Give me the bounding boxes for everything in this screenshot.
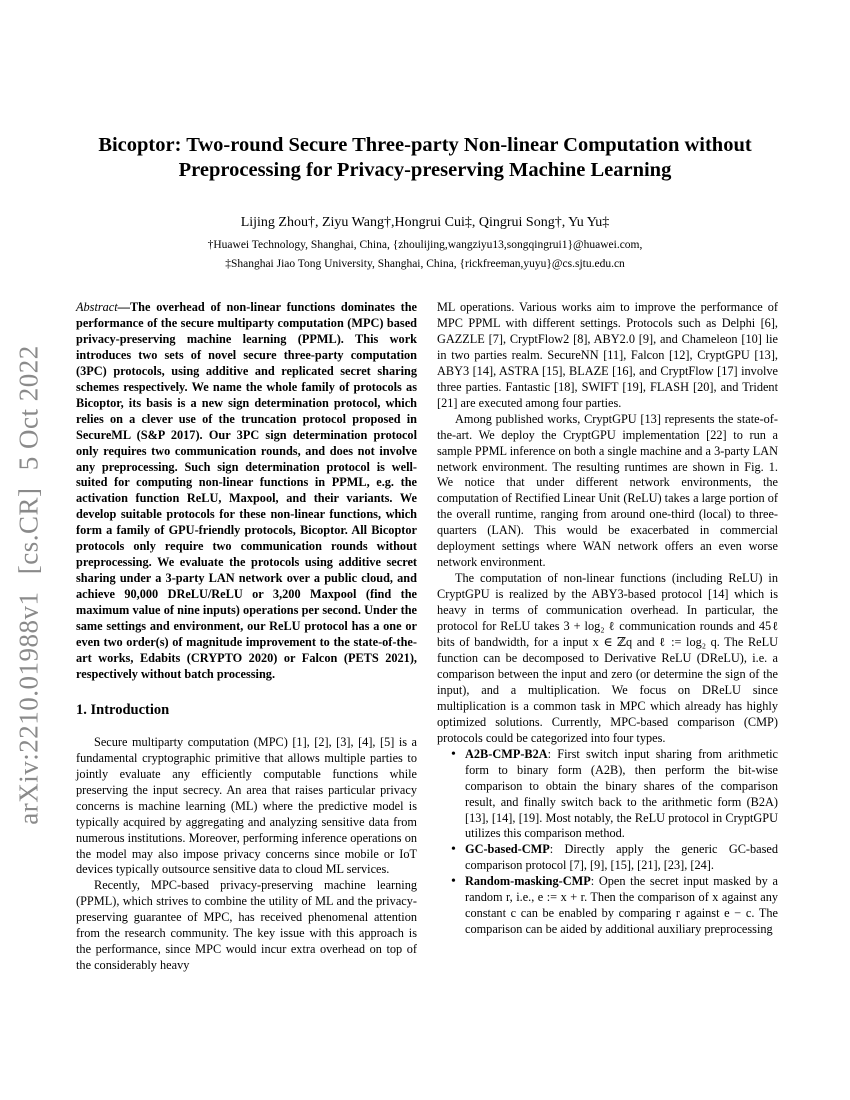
affiliations xyxy=(90,236,760,274)
left-column xyxy=(76,300,417,974)
intro-paragraph-1: Secure multiparty computation (MPC) [1], [2], [3], [4], [5] is a fundamental cryptographic primitive that allows multiple parties to jointly evaluate any efficiently computable functions while preserving the input secrecy. An area that raises particular privacy concerns is machine learning (ML) where the predictive model is typically acquired by aggregating and analyzing sensitive data from numerous institutions. Moreover, performing inference operations on the model may also impose privacy concerns since mobile or IoT devices typically outsource sensitive data to cloud ML services. xyxy=(76,734,417,877)
cmp-type-name: GC-based-CMP xyxy=(465,842,550,857)
arxiv-id: arXiv:2210.01988v1 xyxy=(13,591,44,825)
arxiv-date: 5 Oct 2022 xyxy=(13,345,44,471)
cmp-type-description: : Open the secret input masked by a random r, i.e., e := x + r. Then the comparison of x against any constant c can be enabled by comparing r against e − c. The comparison can be aided by additional auxiliary preprocessing xyxy=(465,874,778,937)
right-paragraph-3: The computation of non-linear functions (including ReLU) in CryptGPU is realized by the ABY3-based protocol [14] which is heavy in terms of communication overhead. In particular, the protocol for ReLU takes 3 + log₂ ℓ communication rounds and 45ℓ bits of bandwidth, for a input x ∈ ℤq and ℓ := log₂ q. The ReLU function can be decomposed to Derivative ReLU (DReLU), i.e. a comparison between the input and zero (or determine the sign of the input), and a multiplication. We focus on DReLU since multiplication is a common task in MPC which already has highly optimized solutions. Currently, MPC-based comparison (CMP) protocols could be categorized into four types. xyxy=(437,571,778,745)
affiliation-huawei: †Huawei Technology, Shanghai, China, {zhoulijing,wangziyu13,songqingrui1}@huawei.com, xyxy=(207,239,643,251)
cmp-type-name: A2B-CMP-B2A xyxy=(465,746,548,761)
abstract xyxy=(76,300,417,683)
affiliation-sjtu: ‡Shanghai Jiao Tong University, Shanghai, China, {rickfreeman,yuyu}@cs.sjtu.edu.cn xyxy=(225,258,625,270)
cmp-type-list xyxy=(437,747,778,938)
abstract-label: Abstract xyxy=(76,300,118,314)
intro-paragraph-2: Recently, MPC-based privacy-preserving machine learning (PPML), which strives to combine the utility of ML and the privacy-preserving guarantee of MPC, has received phenomenal attention from the research community. The key issue with this approach is the performance, since MPC would incur extra overhead on top of the considerably heavy xyxy=(76,878,417,973)
cmp-type-description: : Directly apply the generic GC-based comparison protocol [7], [9], [15], [21], [23], [24]. xyxy=(465,842,778,873)
paper-title: Bicoptor: Two-round Secure Three-party Non-linear Computation without Preprocessing for Privacy-preserving Machine Learning xyxy=(98,134,752,181)
list-item xyxy=(465,874,778,938)
cmp-type-name: Random-masking-CMP xyxy=(465,874,591,889)
abstract-text: —The overhead of non-linear functions dominates the performance of the secure multiparty computation (MPC) based privacy-preserving machine learning (PPML). This work introduces two sets of novel secure three-party computation (3PC) protocols, using additive and replicated secret sharing schemes respectively. We name the whole family of protocols as Bicoptor, its basis is a new sign determination protocol, which relies on a clever use of the truncation protocol proposed in SecureML (S&P 2017). Our 3PC sign determination protocol only requires two communication rounds, and does not involve any preprocessing. Such sign determination protocol is well-suited for computing non-linear functions in PPML, e.g. the activation function ReLU, Maxpool, and their variants. We develop suitable protocols for these non-linear functions, which form a family of GPU-friendly protocols, Bicoptor. All Bicoptor protocols only require two communication rounds without preprocessing. We evaluate the protocols using additive secret sharing under a 3-party LAN network over a public cloud, and achieve 90,000 DReLU/ReLU or 3,200 Maxpool (find the maximum value of nine inputs) operations per second. Under the same settings and environment, our ReLU protocol has a one or even two order(s) of magnitude improvement to the state-of-the-art works, Edabits (CRYPTO 2020) or Falcon (PETS 2021), respectively without batch processing. xyxy=(76,300,417,681)
right-column xyxy=(437,300,778,938)
list-item xyxy=(465,747,778,843)
list-item xyxy=(465,842,778,874)
section-heading-introduction: 1. Introduction xyxy=(76,701,170,718)
author-list: Lijing Zhou†, Ziyu Wang†,Hongrui Cui‡, Qingrui Song†, Yu Yu‡ xyxy=(240,215,610,230)
cmp-type-description: : First switch input sharing from arithmetic form to binary form (A2B), then perform the bit-wise comparison to obtain the binary shares of the comparison result, and finally switch back to the arithmetic form (B2A) [13], [14], [19]. Most notably, the ReLU protocol in CryptGPU utilizes this comparison method. xyxy=(465,746,778,841)
right-paragraph-2: Among published works, CryptGPU [13] represents the state-of-the-art. We deploy the CryptGPU implementation [22] to run a sample PPML inference on both a single machine and a 3-party LAN network environment. The resulting runtimes are shown in Fig. 1. We notice that under different network environments, the computation of Rectified Linear Unit (ReLU) takes a large portion of the overall runtime, ranging from around one-third (local) to three-quarters (LAN). This would be exacerbated in commercial deployment settings where WAN network offers an even worse network environment. xyxy=(437,411,778,570)
arxiv-stamp xyxy=(8,300,50,860)
arxiv-category: [cs.CR] xyxy=(13,487,44,575)
right-paragraph-1: ML operations. Various works aim to improve the performance of MPC PPML with different settings. Protocols such as Delphi [6], GAZZLE [7], CryptFlow2 [8], ABY2.0 [9], and Chameleon [10] lie in two parties realm. SecureNN [11], Falcon [12], CryptGPU [13], ABY3 [14], ASTRA [15], BLAZE [16], and CryptFlow [17] involve three parties. Fantastic [18], SWIFT [19], FLASH [20], and Trident [21] are executed among four parties. xyxy=(437,300,778,410)
